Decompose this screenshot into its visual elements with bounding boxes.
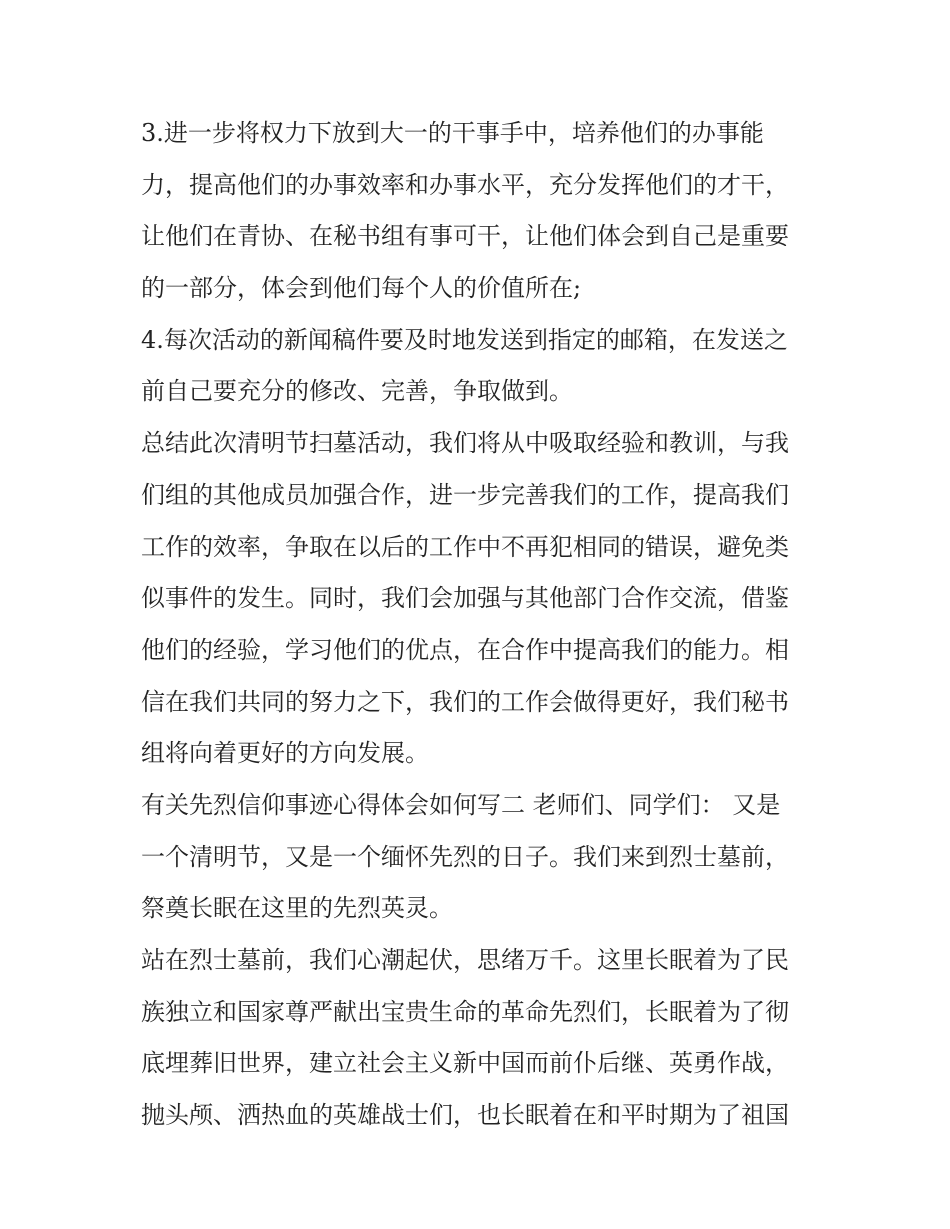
text-line: 族独立和国家尊严献出宝贵生命的革命先烈们，长眠着为了彻 bbox=[141, 997, 789, 1026]
paragraph-section-two bbox=[141, 780, 821, 935]
text-line: 总结此次清明节扫墓活动，我们将从中吸取经验和教训，与我 bbox=[141, 429, 789, 458]
text-line: 让他们在青协、在秘书组有事可干，让他们体会到自己是重要 bbox=[141, 222, 789, 251]
text-line: 组将向着更好的方向发展。 bbox=[141, 739, 429, 768]
paragraph-item-3 bbox=[141, 108, 821, 315]
text-line: 似事件的发生。同时，我们会加强与其他部门合作交流，借鉴 bbox=[141, 584, 789, 613]
text-line: 的一部分，体会到他们每个人的价值所在; bbox=[141, 274, 582, 303]
paragraph-summary bbox=[141, 418, 821, 780]
text-line: 力，提高他们的办事效率和办事水平，充分发挥他们的才干， bbox=[141, 170, 789, 199]
paragraph-memorial bbox=[141, 935, 821, 1142]
text-line: 工作的效率，争取在以后的工作中不再犯相同的错误，避免类 bbox=[141, 532, 789, 561]
text-line: 他们的经验，学习他们的优点，在合作中提高我们的能力。相 bbox=[141, 635, 789, 664]
text-line: 抛头颅、洒热血的英雄战士们，也长眠着在和平时期为了祖国 bbox=[141, 1101, 789, 1130]
text-line: 一个清明节，又是一个缅怀先烈的日子。我们来到烈士墓前， bbox=[141, 842, 789, 871]
text-line: 信在我们共同的努力之下，我们的工作会做得更好，我们秘书 bbox=[141, 687, 789, 716]
text-line: 有关先烈信仰事迹心得体会如何写二 老师们、同学们： 又是 bbox=[141, 790, 781, 819]
text-line: 们组的其他成员加强合作，进一步完善我们的工作，提高我们 bbox=[141, 480, 789, 509]
text-line: 前自己要充分的修改、完善，争取做到。 bbox=[141, 377, 573, 406]
text-line: 祭奠长眠在这里的先烈英灵。 bbox=[141, 894, 453, 923]
document-body bbox=[141, 108, 821, 1142]
text-line: 站在烈士墓前，我们心潮起伏，思绪万千。这里长眠着为了民 bbox=[141, 946, 789, 974]
text-line: 3.进一步将权力下放到大一的干事手中，培养他们的办事能 bbox=[141, 119, 764, 147]
paragraph-item-4 bbox=[141, 315, 821, 418]
text-line: 底埋葬旧世界，建立社会主义新中国而前仆后继、英勇作战， bbox=[141, 1049, 789, 1078]
text-line: 4.每次活动的新闻稿件要及时地发送到指定的邮箱，在发送之 bbox=[141, 325, 788, 354]
